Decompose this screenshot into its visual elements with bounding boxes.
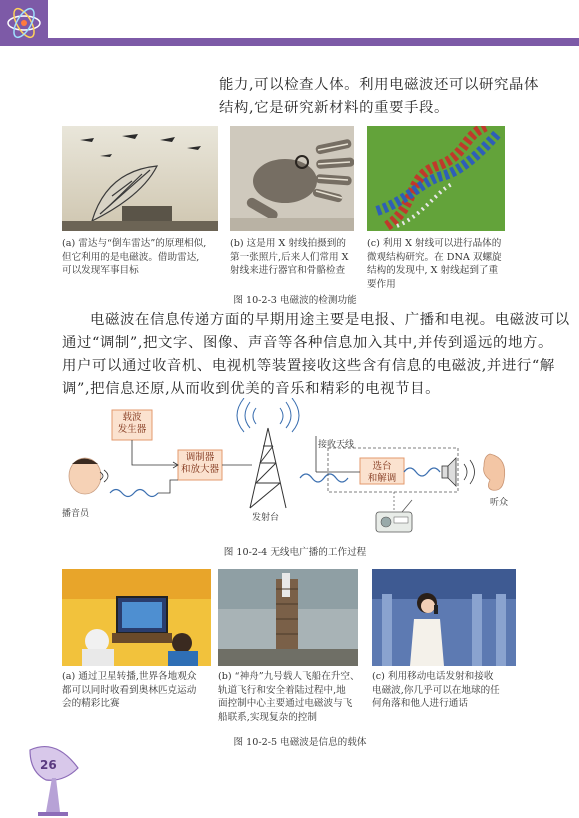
caption-line: 会的精彩比赛 <box>62 698 120 709</box>
xray-hand-photo <box>230 126 354 231</box>
dna-photo <box>367 126 505 231</box>
fig-10-2-5-title: 图 10-2-5 电磁波是信息的载体 <box>233 737 367 748</box>
box-label-line: 发生器 <box>117 424 147 435</box>
caption-line: 第一张照片,后来人们常用 X <box>230 251 349 263</box>
fig-10-2-5b-caption <box>218 670 360 724</box>
fig-10-2-3a-caption <box>62 237 206 278</box>
caption-line: 微观结构研究。在 DNA 双螺旋 <box>367 251 502 263</box>
audio-wave <box>110 490 158 497</box>
modulator-label <box>178 452 222 476</box>
fig-10-2-3c-caption <box>367 237 502 291</box>
fig-10-2-5c-caption <box>372 670 500 711</box>
caption-line: 可以发现军事目标 <box>62 265 139 276</box>
caption-line: 面控制中心主要通过电磁波与飞 <box>218 698 353 709</box>
mobile-phone-photo <box>372 569 516 666</box>
shenzhou-launch-photo <box>218 569 358 666</box>
caption-line: 要作用 <box>367 278 396 290</box>
caption-line: (b) 这是用 X 射线拍摄到的 <box>230 238 346 249</box>
caption-line: 都可以同时收看到奥林匹克运动 <box>62 684 197 696</box>
paragraph-main-line2: 通过“调制”,把文字、图像、声音等各种信息加入其中,并传到遥远的地方。 <box>62 335 553 351</box>
box-label-line: 调制器 <box>185 452 215 463</box>
transmission-tower <box>250 428 286 508</box>
page-header-bar <box>0 0 579 46</box>
caption-line: 射线来进行器官和骨骼检查 <box>230 265 346 276</box>
demodulator-label <box>360 461 404 485</box>
tower-label: 发射台 <box>252 513 280 523</box>
box-label-line: 选台 <box>372 461 392 472</box>
radio-waves <box>237 398 299 432</box>
caption-line: (b) “神舟”九号载人飞船在升空、 <box>218 671 360 682</box>
caption-line: 轨道飞行和安全着陆过程中,地 <box>218 684 346 696</box>
paragraph-top-line2: 结构,它是研究新材料的重要手段。 <box>219 100 450 116</box>
page-number: 26 <box>40 758 57 772</box>
caption-line: (a) 雷达与“倒车雷达”的原理相似, <box>62 238 207 249</box>
fig-10-2-5a-caption <box>62 670 196 711</box>
announcer-label: 播音员 <box>62 509 90 519</box>
listener-label: 听众 <box>490 498 509 508</box>
box-label-line: 和放大器 <box>180 464 219 475</box>
paragraph-main-line4: 调”,把信息还原,从而收到优美的音乐和精彩的电视节目。 <box>62 381 441 397</box>
caption-line: (c) 利用移动电话发射和接收 <box>372 671 494 682</box>
paragraph-main-line1: 电磁波在信息传递方面的早期用途主要是电报、广播和电视。电磁波可以 <box>90 312 570 328</box>
carrier-generator-label <box>112 412 152 436</box>
fig-10-2-4-title: 图 10-2-4 无线电广播的工作过程 <box>223 547 367 558</box>
box-label-line: 和解调 <box>367 473 397 484</box>
caption-line: 何角落和他人进行通话 <box>372 698 468 709</box>
fig-10-2-3-title: 图 10-2-3 电磁波的检测功能 <box>233 295 357 306</box>
caption-line: (c) 利用 X 射线可以进行晶体的 <box>367 238 502 249</box>
speaker-icon <box>442 458 456 486</box>
atom-icon <box>0 0 48 46</box>
paragraph-top-line1: 能力,可以检查人体。利用电磁波还可以研究晶体 <box>219 77 539 93</box>
olympic-tv-photo <box>62 569 211 666</box>
caption-line: 电磁波,你几乎可以在地球的任 <box>372 684 500 696</box>
antenna-label: 接收天线 <box>318 440 355 450</box>
paragraph-main-line3: 用户可以通过收音机、电视机等装置接收这些含有信息的电磁波,并进行“解 <box>62 358 555 374</box>
header-stripe <box>48 38 579 46</box>
caption-line: 但它利用的是电磁波。借助雷达, <box>62 251 200 263</box>
fig-10-2-3b-caption <box>230 237 348 278</box>
caption-line: (a) 通过卫星转播,世界各地观众 <box>62 671 197 682</box>
announcer-figure <box>69 458 108 494</box>
box-label-line: 载波 <box>122 412 142 423</box>
listener-ear <box>484 454 505 490</box>
radar-photo <box>62 126 218 231</box>
caption-line: 结构的发现中, X 射线起到了重 <box>367 265 499 276</box>
chapter-logo <box>0 0 48 46</box>
satellite-dish-icon <box>26 742 86 818</box>
caption-line: 船联系,实现复杂的控制 <box>218 711 317 723</box>
